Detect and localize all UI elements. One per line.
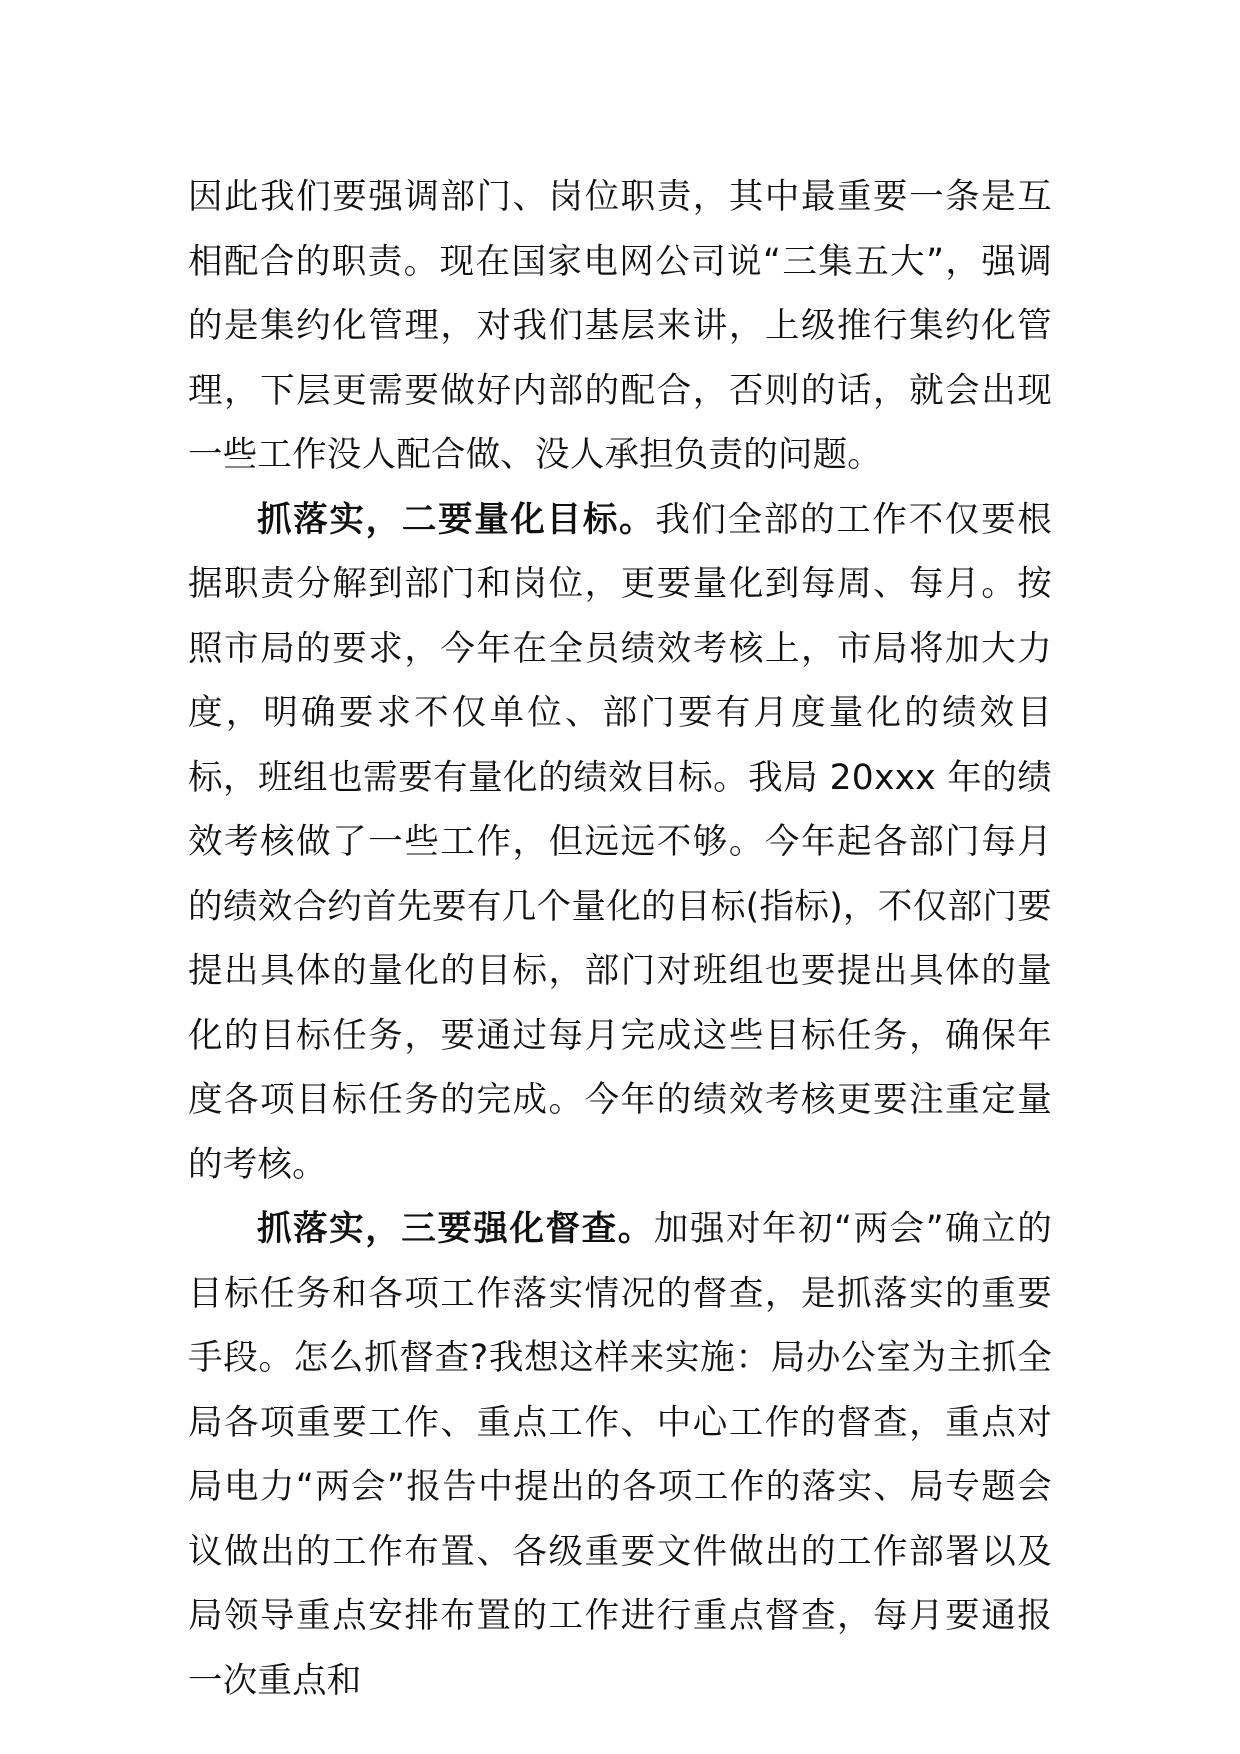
paragraph-3 (188, 1197, 1052, 1713)
paragraph-1-text: 因此我们要强调部门、岗位职责，其中最重要一条是互相配合的职责。现在国家电网公司说“三集五大”，强调的是集约化管理，对我们基层来讲，上级推行集约化管理，下层更需要做好内部的配合，否则的话，就会出现一些工作没人配合做、没人承担负责的问题。 (188, 177, 1052, 475)
paragraph-3-text: 加强对年初“两会”确立的目标任务和各项工作落实情况的督查，是抓落实的重要手段。怎么抓督查?我想这样来实施：局办公室为主抓全局各项重要工作、重点工作、中心工作的督查，重点对局电力“两会”报告中提出的各项工作的落实、局专题会议做出的工作布置、各级重要文件做出的工作部署以及局领导重点安排布置的工作进行重点督查，每月要通报一次重点和 (188, 1209, 1052, 1701)
paragraph-3-lead: 抓落实，三要强化督查。 (257, 1209, 654, 1249)
paragraph-2-text: 我们全部的工作不仅要根据职责分解到部门和岗位，更要量化到每周、每月。按照市局的要求，今年在全员绩效考核上，市局将加大力度，明确要求不仅单位、部门要有月度量化的绩效目标，班组也需要有量化的绩效目标。我局 20xxx 年的绩效考核做了一些工作，但远远不够。今年起各部门每月的绩效合约首先要有几个量化的目标(指标)，不仅部门要提出具体的量化的目标，部门对班组也要提出具体的量化的目标任务，要通过每月完成这些目标任务，确保年度各项目标任务的完成。今年的绩效考核更要注重定量的考核。 (188, 499, 1052, 1185)
paragraph-2-lead: 抓落实，二要量化目标。 (257, 499, 656, 540)
paragraph-1 (188, 165, 1052, 488)
document-page (188, 165, 1052, 1713)
paragraph-2 (188, 488, 1052, 1198)
